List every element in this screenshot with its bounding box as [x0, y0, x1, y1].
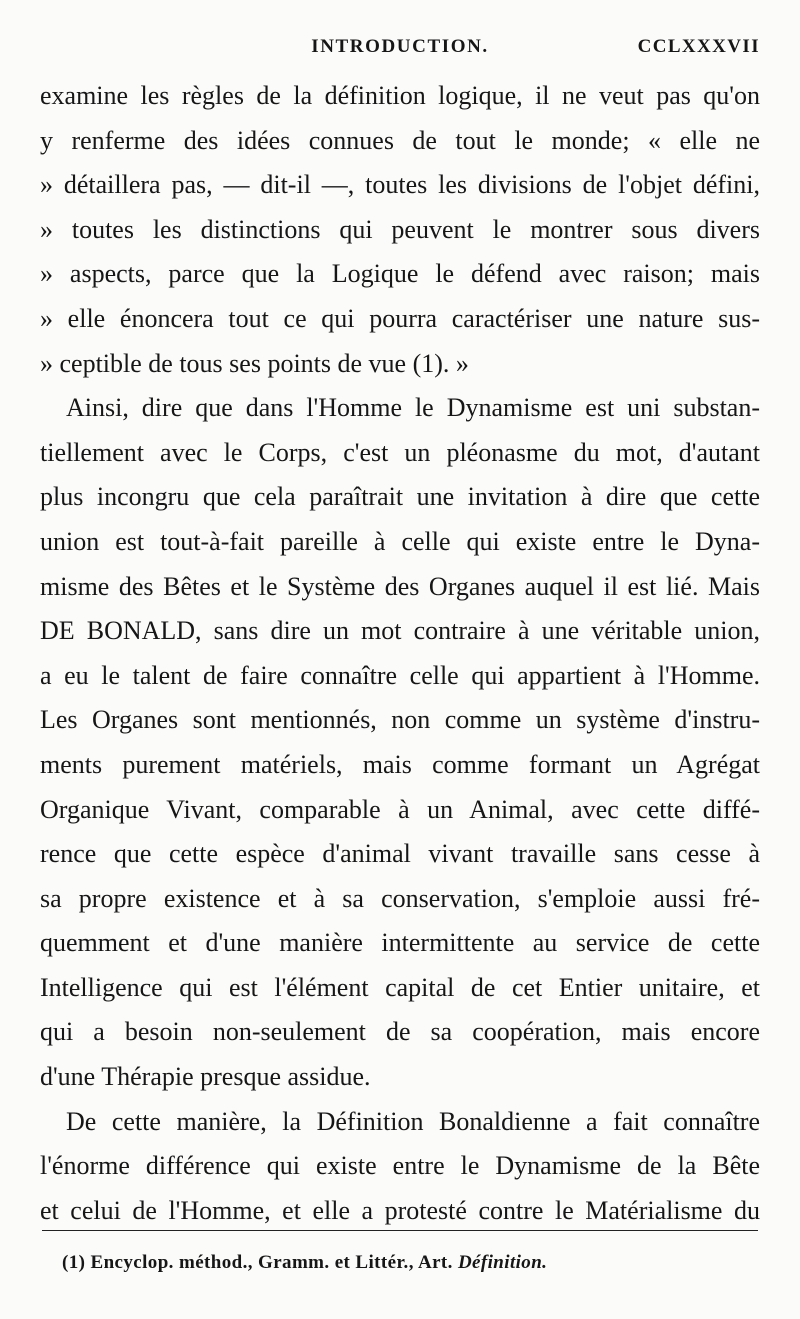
body-text — [40, 74, 760, 1233]
footnote-text: Encyclop. méthod., Gramm. et Littér., Art. — [90, 1252, 453, 1273]
running-title: INTRODUCTION. — [311, 36, 489, 57]
text-line: et celui de l'Homme, et elle a protesté contre le Matérialisme du — [40, 1195, 760, 1225]
text-line: Ainsi, dire que dans l'Homme le Dynamisme est uni substan- — [66, 393, 760, 423]
paragraph-2 — [40, 386, 760, 1100]
page-number: CCLXXXVII — [637, 36, 760, 57]
text-line: plus incongru que cela paraîtrait une invitation à dire que cette — [40, 482, 760, 512]
text-line: y renferme des idées connues de tout le monde; « elle ne — [40, 125, 760, 155]
text-line: » toutes les distinctions qui peuvent le montrer sous divers — [40, 214, 760, 244]
footnote — [62, 1252, 762, 1274]
text-line: qui a besoin non-seulement de sa coopération, mais encore — [40, 1017, 760, 1047]
text-line: ments purement matériels, mais comme formant un Agrégat — [40, 749, 760, 779]
text-line: Organique Vivant, comparable à un Animal, avec cette diffé- — [40, 794, 760, 824]
text-line: a eu le talent de faire connaître celle qui appartient à l'Homme. — [40, 660, 760, 690]
footnote-marker: (1) — [62, 1252, 86, 1273]
text-line: De cette manière, la Définition Bonaldienne a fait connaître — [66, 1106, 760, 1136]
text-line: rence que cette espèce d'animal vivant travaille sans cesse à — [40, 839, 760, 869]
footnote-italic-word: Définition. — [457, 1252, 548, 1273]
text-line: Les Organes sont mentionnés, non comme un système d'instru- — [40, 705, 760, 735]
text-line: » elle énoncera tout ce qui pourra caractériser une nature sus- — [40, 303, 760, 333]
paragraph-3 — [40, 1100, 760, 1234]
text-line: l'énorme différence qui existe entre le Dynamisme de la Bête — [40, 1151, 760, 1181]
footnote-rule — [42, 1230, 758, 1231]
text-line: union est tout-à-fait pareille à celle qui existe entre le Dyna- — [40, 526, 760, 556]
text-line: DE BONALD, sans dire un mot contraire à une véritable union, — [40, 616, 760, 646]
text-line: » aspects, parce que la Logique le défend avec raison; mais — [40, 259, 760, 289]
running-head — [40, 30, 760, 64]
text-line: tiellement avec le Corps, c'est un pléonasme du mot, d'autant — [40, 437, 760, 467]
text-line: sa propre existence et à sa conservation, s'emploie aussi fré- — [40, 883, 760, 913]
text-line: » détaillera pas, — dit-il —, toutes les divisions de l'objet défini, — [40, 170, 760, 200]
text-line: Intelligence qui est l'élément capital de cet Entier unitaire, et — [40, 972, 760, 1002]
text-line: misme des Bêtes et le Système des Organes auquel il est lié. Mais — [40, 571, 760, 601]
text-line: examine les règles de la définition logique, il ne veut pas qu'on — [40, 81, 760, 110]
text-line: » ceptible de tous ses points de vue (1). » — [40, 348, 469, 378]
paragraph-1 — [40, 74, 760, 386]
text-line: d'une Thérapie presque assidue. — [40, 1062, 371, 1092]
text-line: quemment et d'une manière intermittente au service de cette — [40, 928, 760, 958]
